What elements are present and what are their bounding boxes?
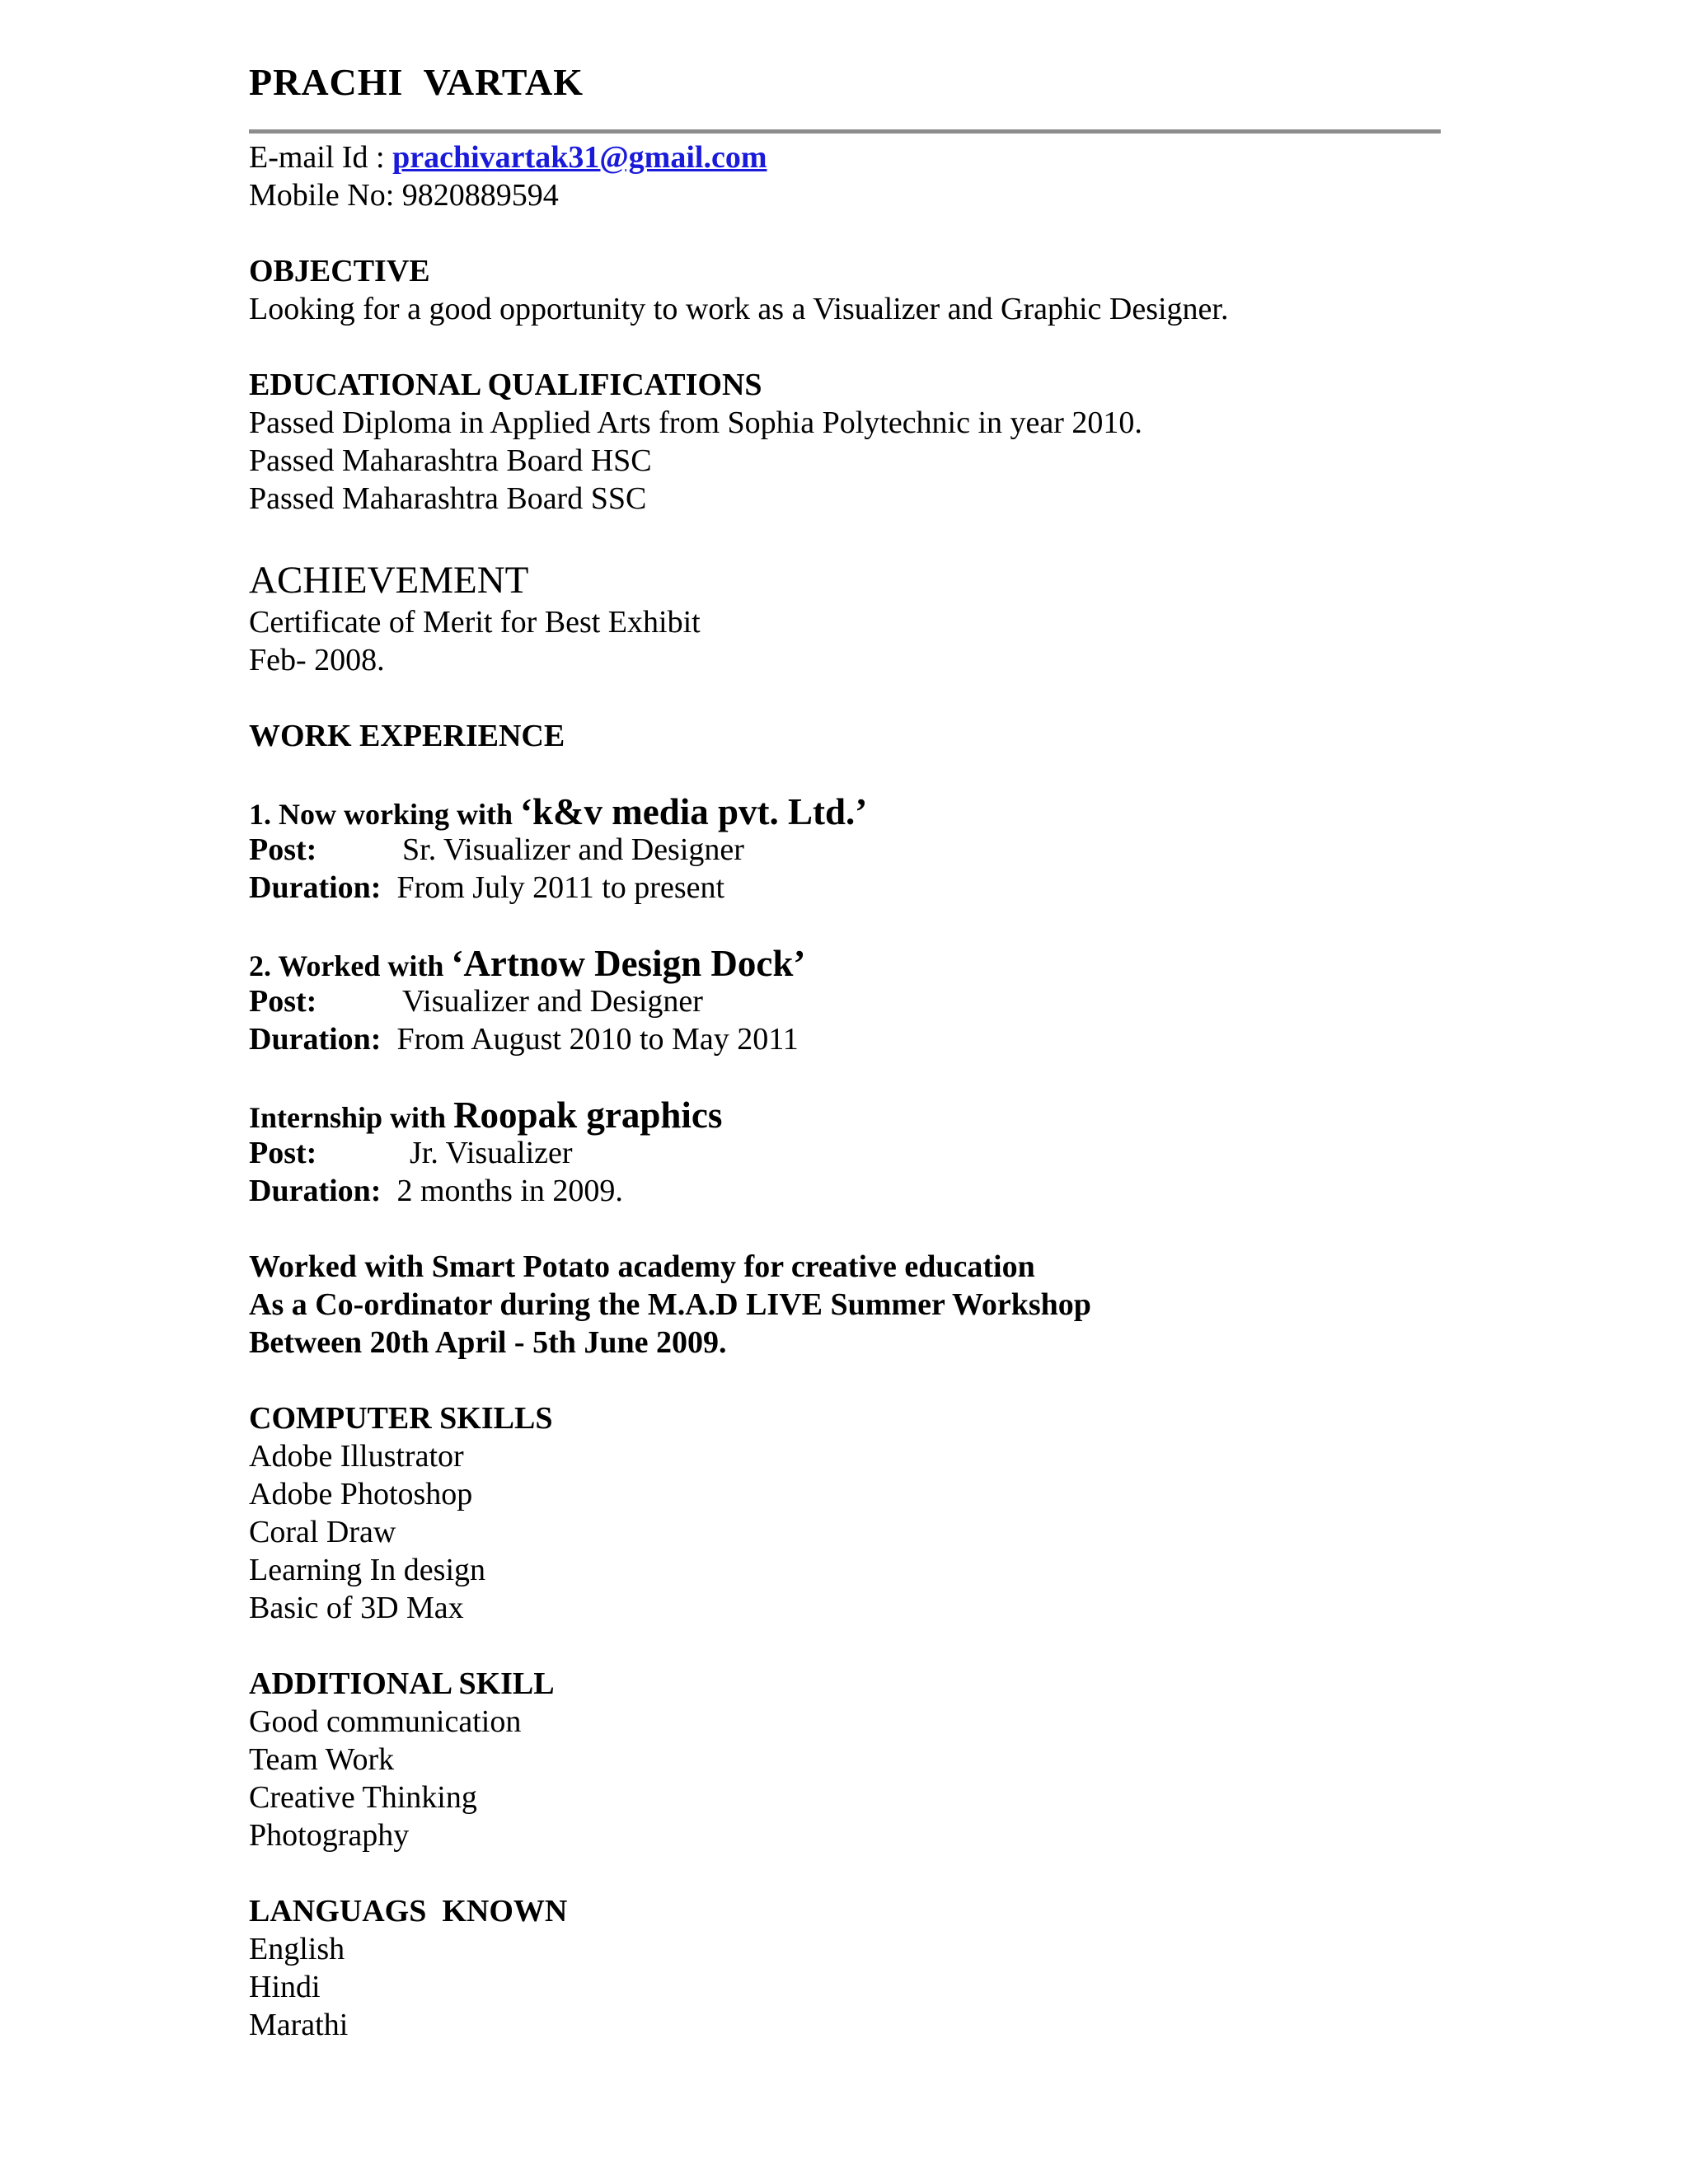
duration-value: From July 2011 to present [396, 870, 725, 905]
coordinator-line: Between 20th April - 5th June 2009. [249, 1325, 727, 1360]
post-value: Jr. Visualizer [410, 1136, 573, 1170]
post-label: Post: [249, 832, 317, 867]
additional-skill-item: Creative Thinking [249, 1780, 477, 1815]
job-company: Roopak graphics [453, 1094, 723, 1136]
coordinator-line: As a Co-ordinator during the M.A.D LIVE Summer Workshop [249, 1287, 1091, 1322]
duration-label: Duration: [249, 870, 382, 905]
email-label: E-mail Id : [249, 140, 393, 175]
objective-heading: OBJECTIVE [249, 254, 430, 288]
job-company: ‘k&v media pvt. Ltd.’ [520, 791, 868, 832]
additional-skill-heading: ADDITIONAL SKILL [249, 1666, 555, 1701]
mobile-line: Mobile No: 9820889594 [249, 178, 559, 213]
language-item: English [249, 1932, 345, 1966]
post-label: Post: [249, 1136, 317, 1170]
job-post-line [249, 982, 1441, 1020]
job-duration-line [249, 869, 1441, 907]
job-intro: 1. Now working with [249, 798, 521, 831]
post-label: Post: [249, 984, 317, 1019]
job-post-line [249, 1134, 1441, 1172]
language-item: Marathi [249, 2008, 349, 2042]
candidate-name: PRACHI VARTAK [249, 61, 584, 103]
job-intro: Internship with [249, 1101, 454, 1134]
post-value: Visualizer and Designer [402, 984, 703, 1019]
coordinator-line: Worked with Smart Potato academy for creative education [249, 1249, 1035, 1284]
objective-text: Looking for a good opportunity to work as a Visualizer and Graphic Designer. [249, 292, 1229, 326]
job-title-line [249, 1096, 1441, 1134]
duration-label: Duration: [249, 1022, 382, 1057]
job-title-line [249, 944, 1441, 982]
job-post-line [249, 831, 1441, 869]
achievement-item: Certificate of Merit for Best Exhibit [249, 605, 701, 640]
header-divider [249, 129, 1441, 134]
job-company: ‘Artnow Design Dock’ [451, 943, 806, 984]
job-intro: 2. Worked with [249, 949, 452, 982]
languages-heading: LANGUAGS KNOWN [249, 1894, 568, 1929]
language-item: Hindi [249, 1970, 321, 2004]
computer-skill-item: Learning In design [249, 1553, 486, 1587]
computer-skill-item: Adobe Photoshop [249, 1477, 473, 1511]
job-duration-line [249, 1020, 1441, 1058]
achievement-heading: ACHIEVEMENT [249, 559, 529, 602]
job-duration-line [249, 1172, 1441, 1210]
duration-value: 2 months in 2009. [396, 1174, 623, 1208]
resume-page [249, 58, 1441, 2044]
computer-skills-heading: COMPUTER SKILLS [249, 1401, 553, 1436]
education-item: Passed Maharashtra Board HSC [249, 443, 652, 478]
education-item: Passed Diploma in Applied Arts from Sophia Polytechnic in year 2010. [249, 405, 1142, 440]
computer-skill-item: Basic of 3D Max [249, 1591, 464, 1625]
email-link[interactable]: prachivartak31@gmail.com [392, 140, 767, 175]
education-heading: EDUCATIONAL QUALIFICATIONS [249, 368, 762, 402]
job-title-line [249, 793, 1441, 831]
duration-value: From August 2010 to May 2011 [396, 1022, 799, 1057]
work-heading: WORK EXPERIENCE [249, 719, 565, 753]
additional-skill-item: Photography [249, 1818, 410, 1853]
education-item: Passed Maharashtra Board SSC [249, 481, 647, 516]
additional-skill-item: Team Work [249, 1742, 395, 1777]
computer-skill-item: Adobe Illustrator [249, 1439, 464, 1474]
achievement-item: Feb- 2008. [249, 643, 385, 677]
duration-label: Duration: [249, 1174, 382, 1208]
computer-skill-item: Coral Draw [249, 1515, 396, 1549]
additional-skill-item: Good communication [249, 1704, 522, 1739]
post-value: Sr. Visualizer and Designer [402, 832, 744, 867]
email-line [249, 138, 1441, 176]
